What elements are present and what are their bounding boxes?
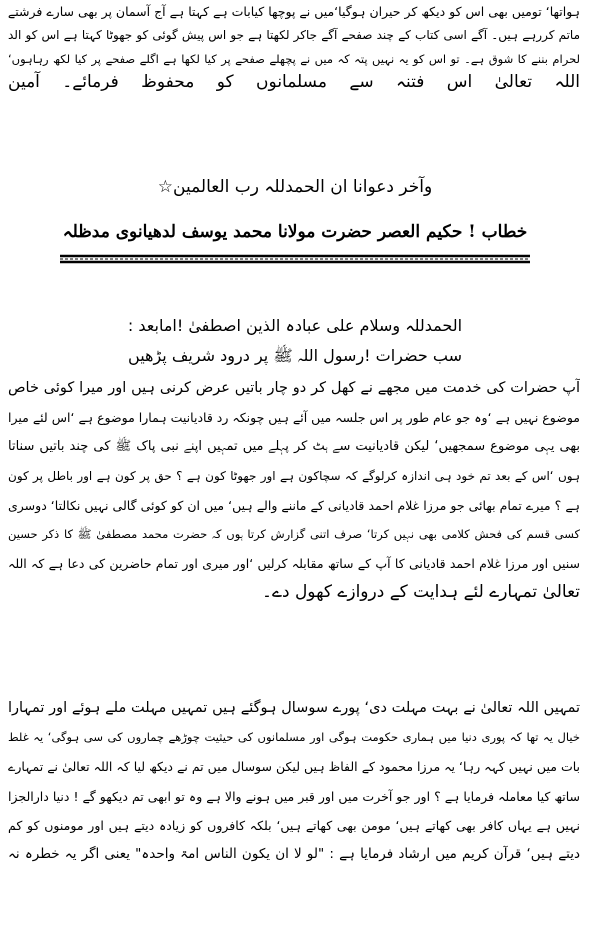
intro-line: ماتم کررہے ہیں۔ آگے اسی کتاب کے چند صفحے آگے جاکر لکھتا ہے جو اس پیش گوئی کو جھوٹا کہتا ہے اس کو الد [8,27,580,42]
body-line: دیتے ہیں‘ قرآن کریم میں ارشاد فرمایا ہے : "لو لا ان یکون الناس امۃ واحدہ" یعنی اگر یہ خطرہ نہ [8,846,580,863]
body-line: خیال یہ تھا کہ پوری دنیا میں ہماری حکومت ہوگی اور مسلمانوں کی حیثیت چوڑھے چماروں کی سی ہوگی‘ یہ غلط [8,730,580,745]
body-line: بھی یہی موضوع سمجھیں‘ لیکن قادیانیت سے ہٹ کر پہلے میں تمہیں اپنے نبی پاک ﷺ کی چند باتیں سناتا [8,439,580,455]
body-line: تعالیٰ تمہارے لئے ہدایت کے دروازے کھول دے۔ [262,582,580,603]
intro-line: ہواتھا‘ تومیں بھی اس کو دیکھ کر حیران ہوگیا‘میں نے پوچھا کیابات ہے کہتا ہے آج آسمان پر بھی سارے فرشتے [8,4,580,19]
body-line: ہے ؟ میرے تمام بھائی جو مرزا غلام احمد قادیانی کے ماننے والے ہیں‘ میں ان کو کوئی گالی نہیں نکالتا‘ دوسری [8,497,580,513]
opening-salutation: الحمدللہ وسلام علی عبادہ الذین اصطفیٰ !امابعد : [127,316,463,335]
closing-prayer: وآخر دعوانا ان الحمدللہ رب العالمین☆ [157,177,433,197]
body-line: بات میں نہیں کہہ رہا‘ یہ مرزا محمود کے الفاظ ہیں لیکن سوسال میں تم نے دیکھ لیا کہ اللہ تعالیٰ نے تمہارے [8,759,580,775]
body-line: آپ حضرات کی خدمت میں مجھے نے کھل کر دو چار باتیں عرض کرنی ہیں اور میرا کوئی خاص [8,380,580,396]
speech-paragraph-2 [8,694,580,869]
heading-underline-ornament [60,254,530,266]
body-line: ہوں ‘اس کے بعد تم خود ہی اندازہ کرلوگے کہ سچاکون ہے اور جھوٹا کون ہے ؟ حق پر کون ہے اور باطل پر کون [8,468,580,483]
body-line: کسی قسم کی فحش کلامی بھی نہیں کرتا‘ صرف اتنی گزارش کرتا ہوں کہ حضرت محمد مصطفیٰ ﷺ کا ذکر حسین [8,527,580,542]
intro-line: لحرام بننے کا شوق ہے۔ تو اس کو یہ نہیں پتہ کہ میں نے پچھلے صفحے پر کیا لکھا ہے اگلے صفحے پر کیا لکھ رہاہوں‘ [8,51,580,66]
intro-line: اللہ تعالیٰ اس فتنہ سے مسلمانوں کو محفوظ فرمائے۔ آمین [8,72,580,93]
intro-paragraph [8,0,580,95]
body-line: سنیں اور مرزا غلام احمد قادیانی کا آپ کے ساتھ مقابلہ کرلیں ‘اور میری اور تمام حاضرین کی دعا ہے کہ اللہ [8,556,580,572]
durood-instruction: سب حضرات !رسول اللہ ﷺ پر درود شریف پڑھیں [128,346,462,365]
body-line: تمہیں اللہ تعالیٰ نے بہت مہلت دی‘ پورے سوسال ہوگئے ہیں تمہیں مہلت ملے ہوئے اور تمہارا [8,700,580,716]
speech-heading-block [60,210,530,270]
speech-paragraph-1 [8,374,580,608]
body-line: موضوع نہیں ہے ‘وہ جو عام طور پر اس جلسہ میں آئے ہیں چونکہ رد قادیانیت ہمارا موضوع ہے ‘اس لئے میرا [8,410,580,426]
body-line: نہیں ہے یہاں کافر بھی کھاتے ہیں‘ مومن بھی کھاتے ہیں‘ بلکہ کافروں کو زیادہ دیتے ہیں اور مومنوں کو کم [8,817,580,833]
body-line: ساتھ کیا معاملہ فرمایا ہے ؟ اور جو آخرت میں اور قبر میں ہونے والا ہے وہ تو ابھی تم دیکھو گے ! دنیا دارالجزا [8,788,580,804]
speech-heading: خطاب ! حکیم العصر حضرت مولانا محمد یوسف لدھیانوی مدظلہ [62,222,528,242]
